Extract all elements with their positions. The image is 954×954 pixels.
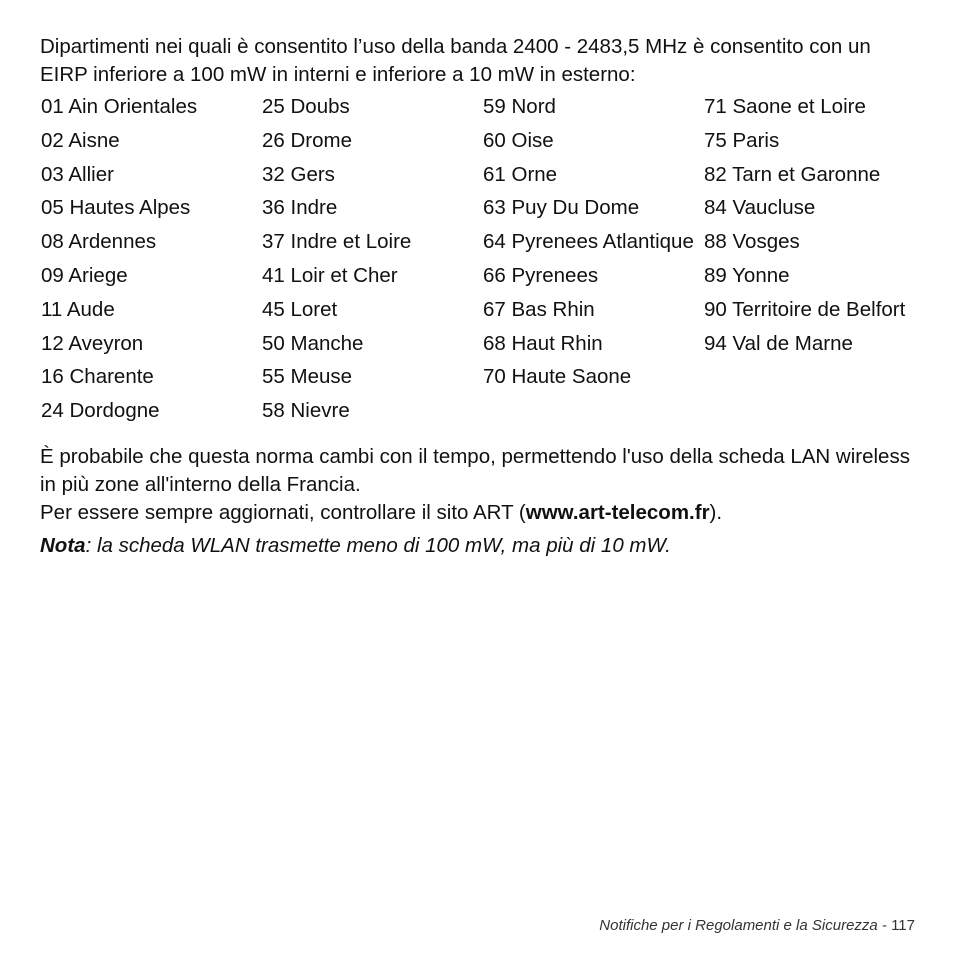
department-item: 02 Aisne [41, 128, 120, 152]
department-item: 88 Vosges [704, 230, 800, 254]
page-content [40, 33, 920, 560]
page-number: 117 [891, 917, 915, 934]
note-label: Nota [40, 533, 86, 557]
department-item: 16 Charente [41, 365, 154, 389]
department-item: 55 Meuse [262, 365, 353, 389]
department-item: 94 Val de Marne [704, 331, 853, 355]
art-website-link: www.art-telecom.fr [525, 500, 710, 524]
department-item: 03 Allier [41, 162, 114, 186]
department-item: 63 Puy Du Dome [483, 196, 640, 220]
department-item: 68 Haut Rhin [483, 331, 603, 355]
department-item: 26 Drome [262, 128, 353, 152]
department-item: 32 Gers [262, 162, 335, 186]
department-item: 37 Indre et Loire [262, 230, 412, 254]
department-item: 71 Saone et Loire [704, 95, 866, 118]
department-item: 01 Ain Orientales [41, 95, 198, 118]
department-item: 25 Doubs [262, 95, 350, 118]
update-text-before: Per essere sempre aggiornati, controllare il sito ART ( [40, 500, 526, 524]
departments-column-4 [704, 93, 919, 431]
departments-column-3 [483, 93, 704, 431]
department-item: 64 Pyrenees Atlantique [483, 230, 694, 254]
department-item: 59 Nord [483, 95, 556, 118]
update-text-after: ). [709, 500, 723, 524]
department-item: 89 Yonne [704, 263, 790, 287]
note-paragraph [40, 532, 920, 560]
department-item: 41 Loir et Cher [262, 263, 398, 287]
department-item: 67 Bas Rhin [483, 297, 595, 321]
department-item: 24 Dordogne [41, 399, 160, 423]
department-item: 12 Aveyron [41, 331, 144, 355]
department-item: 36 Indre [262, 196, 338, 220]
departments-column-1 [41, 93, 262, 431]
department-item: 08 Ardennes [41, 230, 157, 254]
department-item: 75 Paris [704, 128, 780, 152]
department-item: 70 Haute Saone [483, 365, 632, 389]
department-item: 45 Loret [262, 297, 338, 321]
department-item: 90 Territoire de Belfort [704, 297, 906, 321]
page-footer [599, 917, 915, 934]
update-paragraph [40, 499, 920, 527]
department-item: 50 Manche [262, 331, 364, 355]
departments-column-2 [262, 93, 483, 431]
department-item: 58 Nievre [262, 399, 350, 423]
department-item: 60 Oise [483, 128, 554, 152]
change-notice-paragraph: È probabile che questa norma cambi con il tempo, permettendo l'uso della scheda LAN wireless in più zone all'interno della Francia. [40, 444, 910, 496]
intro-paragraph: Dipartimenti nei quali è consentito l’uso della banda 2400 - 2483,5 MHz è consentito con un EIRP inferiore a 100 mW in interni e inferiore a 10 mW in esterno: [40, 35, 871, 86]
department-item: 05 Hautes Alpes [41, 196, 191, 220]
department-item: 84 Vaucluse [704, 196, 816, 220]
department-item: 82 Tarn et Garonne [704, 162, 881, 186]
department-item: 09 Ariege [41, 263, 128, 287]
departments-list [41, 93, 920, 431]
footer-section-title: Notifiche per i Regolamenti e la Sicurezza - [599, 917, 892, 934]
department-item: 11 Aude [41, 297, 115, 321]
note-text: : la scheda WLAN trasmette meno di 100 mW, ma più di 10 mW. [85, 533, 671, 557]
department-item: 66 Pyrenees [483, 263, 599, 287]
department-item: 61 Orne [483, 162, 558, 186]
